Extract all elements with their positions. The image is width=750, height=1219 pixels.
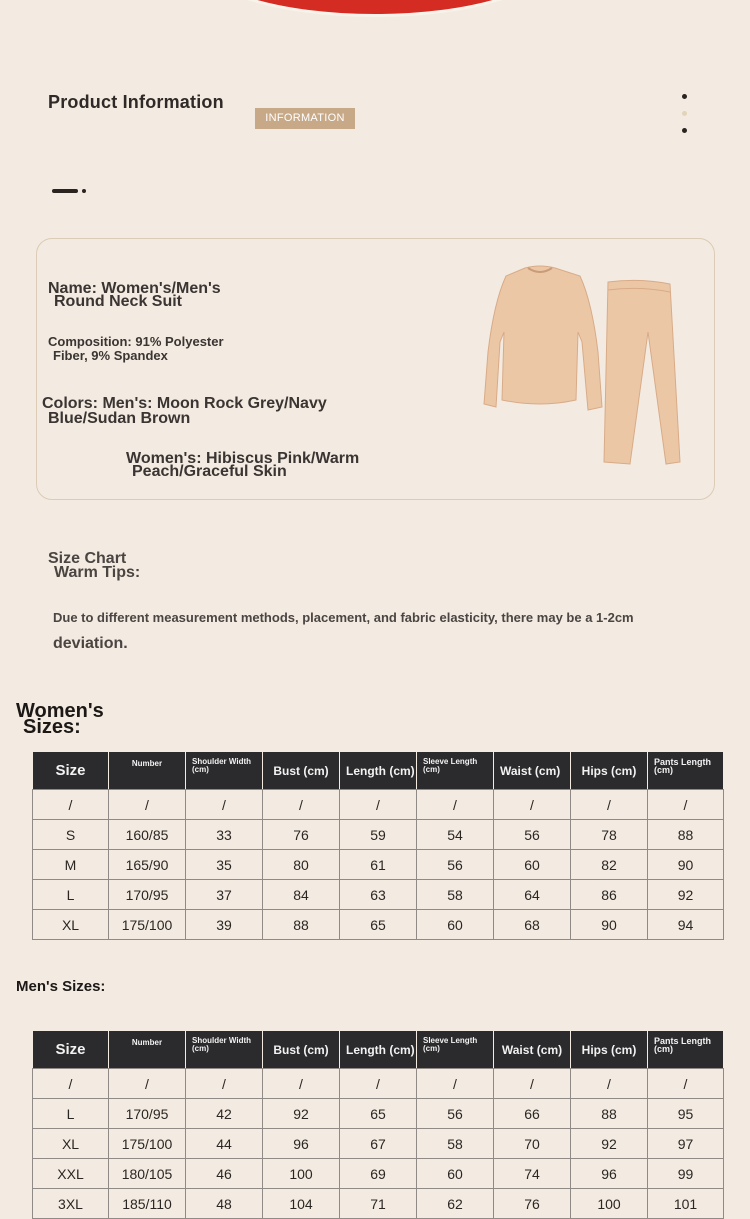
top-banner-arc [200,0,550,14]
table-cell: 94 [648,910,724,940]
column-header: Bust (cm) [263,752,340,790]
section-title: Product Information [48,92,224,112]
table-cell: 175/100 [109,910,186,940]
table-cell: / [494,790,571,820]
table-cell: / [494,1069,571,1099]
table-header-row [33,1031,724,1069]
column-header: Length (cm) [340,752,417,790]
divider-dot [82,189,86,193]
table-cell: 42 [186,1099,263,1129]
table-row [33,1099,724,1129]
table-cell: / [109,790,186,820]
table-cell: / [571,1069,648,1099]
product-colors-women: Women's: Hibiscus Pink/Warm Peach/Graceful Skin [126,450,360,480]
table-cell: 48 [186,1189,263,1219]
table-cell: / [263,790,340,820]
table-cell: 99 [648,1159,724,1189]
table-cell: 96 [571,1159,648,1189]
table-cell: 68 [494,910,571,940]
table-row [33,820,724,850]
table-cell: 60 [417,910,494,940]
table-cell: 170/95 [109,880,186,910]
table-cell: 92 [648,880,724,910]
table-cell: 97 [648,1129,724,1159]
table-cell: 67 [340,1129,417,1159]
table-cell: / [648,1069,724,1099]
table-cell: M [33,850,109,880]
dot-icon [682,94,687,99]
table-cell: 61 [340,850,417,880]
information-tag: INFORMATION [255,108,355,129]
table-cell: 160/85 [109,820,186,850]
table-cell: S [33,820,109,850]
table-cell: 165/90 [109,850,186,880]
table-cell: 69 [340,1159,417,1189]
table-cell: 65 [340,1099,417,1129]
table-cell: 82 [571,850,648,880]
table-cell: 54 [417,820,494,850]
table-row [33,880,724,910]
column-header: Hips (cm) [571,1031,648,1069]
table-cell: 74 [494,1159,571,1189]
thermal-underwear-set-icon [480,262,690,472]
column-header: Sleeve Length (cm) [417,1031,494,1069]
table-cell: / [648,790,724,820]
table-cell: 58 [417,1129,494,1159]
table-cell: 60 [417,1159,494,1189]
table-cell: XL [33,1129,109,1159]
table-row [33,850,724,880]
table-cell: 46 [186,1159,263,1189]
women-sizes-title: Women's Sizes: [16,700,104,738]
men-sizes-title: Men's Sizes: [16,978,106,995]
table-cell: 76 [494,1189,571,1219]
column-header: Pants Length (cm) [648,1031,724,1069]
table-cell: 58 [417,880,494,910]
column-header: Number [109,752,186,790]
column-header: Bust (cm) [263,1031,340,1069]
table-header-row [33,752,724,790]
column-header: Shoulder Width (cm) [186,1031,263,1069]
table-cell: 44 [186,1129,263,1159]
table-cell: 56 [417,1099,494,1129]
table-cell: 90 [571,910,648,940]
table-cell: 175/100 [109,1129,186,1159]
table-cell: 70 [494,1129,571,1159]
table-cell: / [340,1069,417,1099]
table-cell: 65 [340,910,417,940]
table-cell: 37 [186,880,263,910]
table-cell: / [571,790,648,820]
table-cell: 84 [263,880,340,910]
column-header: Shoulder Width (cm) [186,752,263,790]
table-cell: 33 [186,820,263,850]
table-row [33,1069,724,1099]
product-composition: Composition: 91% Polyester Fiber, 9% Spandex [48,334,224,363]
table-cell: 62 [417,1189,494,1219]
table-row [33,1129,724,1159]
column-header: Size [33,752,109,790]
table-cell: L [33,880,109,910]
table-cell: / [33,790,109,820]
table-row [33,1159,724,1189]
table-cell: 3XL [33,1189,109,1219]
table-cell: 88 [263,910,340,940]
table-row [33,910,724,940]
column-header: Length (cm) [340,1031,417,1069]
table-cell: / [263,1069,340,1099]
table-cell: 64 [494,880,571,910]
table-cell: XL [33,910,109,940]
table-cell: 88 [648,820,724,850]
men-size-table [32,1030,724,1219]
table-cell: 104 [263,1189,340,1219]
product-name: Name: Women's/Men's Round Neck Suit [48,280,221,310]
deviation-note: Due to different measurement methods, placement, and fabric elasticity, there may be a 1-2cm deviation. [53,610,634,652]
table-cell: XXL [33,1159,109,1189]
table-cell: 56 [417,850,494,880]
table-cell: 95 [648,1099,724,1129]
dot-icon [682,128,687,133]
table-cell: 96 [263,1129,340,1159]
table-row [33,790,724,820]
table-cell: 60 [494,850,571,880]
table-cell: 92 [571,1129,648,1159]
dot-icon [682,111,687,116]
table-cell: / [417,1069,494,1099]
column-header: Waist (cm) [494,752,571,790]
table-cell: 185/110 [109,1189,186,1219]
women-size-table [32,751,724,940]
table-cell: 59 [340,820,417,850]
table-cell: / [340,790,417,820]
table-cell: 39 [186,910,263,940]
table-cell: / [186,1069,263,1099]
table-cell: 92 [263,1099,340,1129]
table-cell: 56 [494,820,571,850]
column-header: Sleeve Length (cm) [417,752,494,790]
column-header: Hips (cm) [571,752,648,790]
table-cell: 71 [340,1189,417,1219]
table-row [33,1189,724,1219]
table-cell: 170/95 [109,1099,186,1129]
table-cell: 100 [571,1189,648,1219]
product-colors-men: Colors: Men's: Moon Rock Grey/Navy Blue/Sudan Brown [42,395,327,427]
table-cell: 90 [648,850,724,880]
table-cell: / [109,1069,186,1099]
table-cell: 80 [263,850,340,880]
table-cell: 78 [571,820,648,850]
table-cell: 86 [571,880,648,910]
table-cell: / [186,790,263,820]
column-header: Waist (cm) [494,1031,571,1069]
table-cell: 88 [571,1099,648,1129]
column-header: Pants Length (cm) [648,752,724,790]
size-chart-heading: Size Chart Warm Tips: [48,550,141,581]
table-cell: 101 [648,1189,724,1219]
column-header: Size [33,1031,109,1069]
column-header: Number [109,1031,186,1069]
table-cell: 35 [186,850,263,880]
table-cell: / [417,790,494,820]
table-cell: 100 [263,1159,340,1189]
table-cell: 63 [340,880,417,910]
table-cell: 66 [494,1099,571,1129]
table-cell: L [33,1099,109,1129]
table-cell: 180/105 [109,1159,186,1189]
table-cell: 76 [263,820,340,850]
divider-dash [52,189,78,193]
table-cell: / [33,1069,109,1099]
